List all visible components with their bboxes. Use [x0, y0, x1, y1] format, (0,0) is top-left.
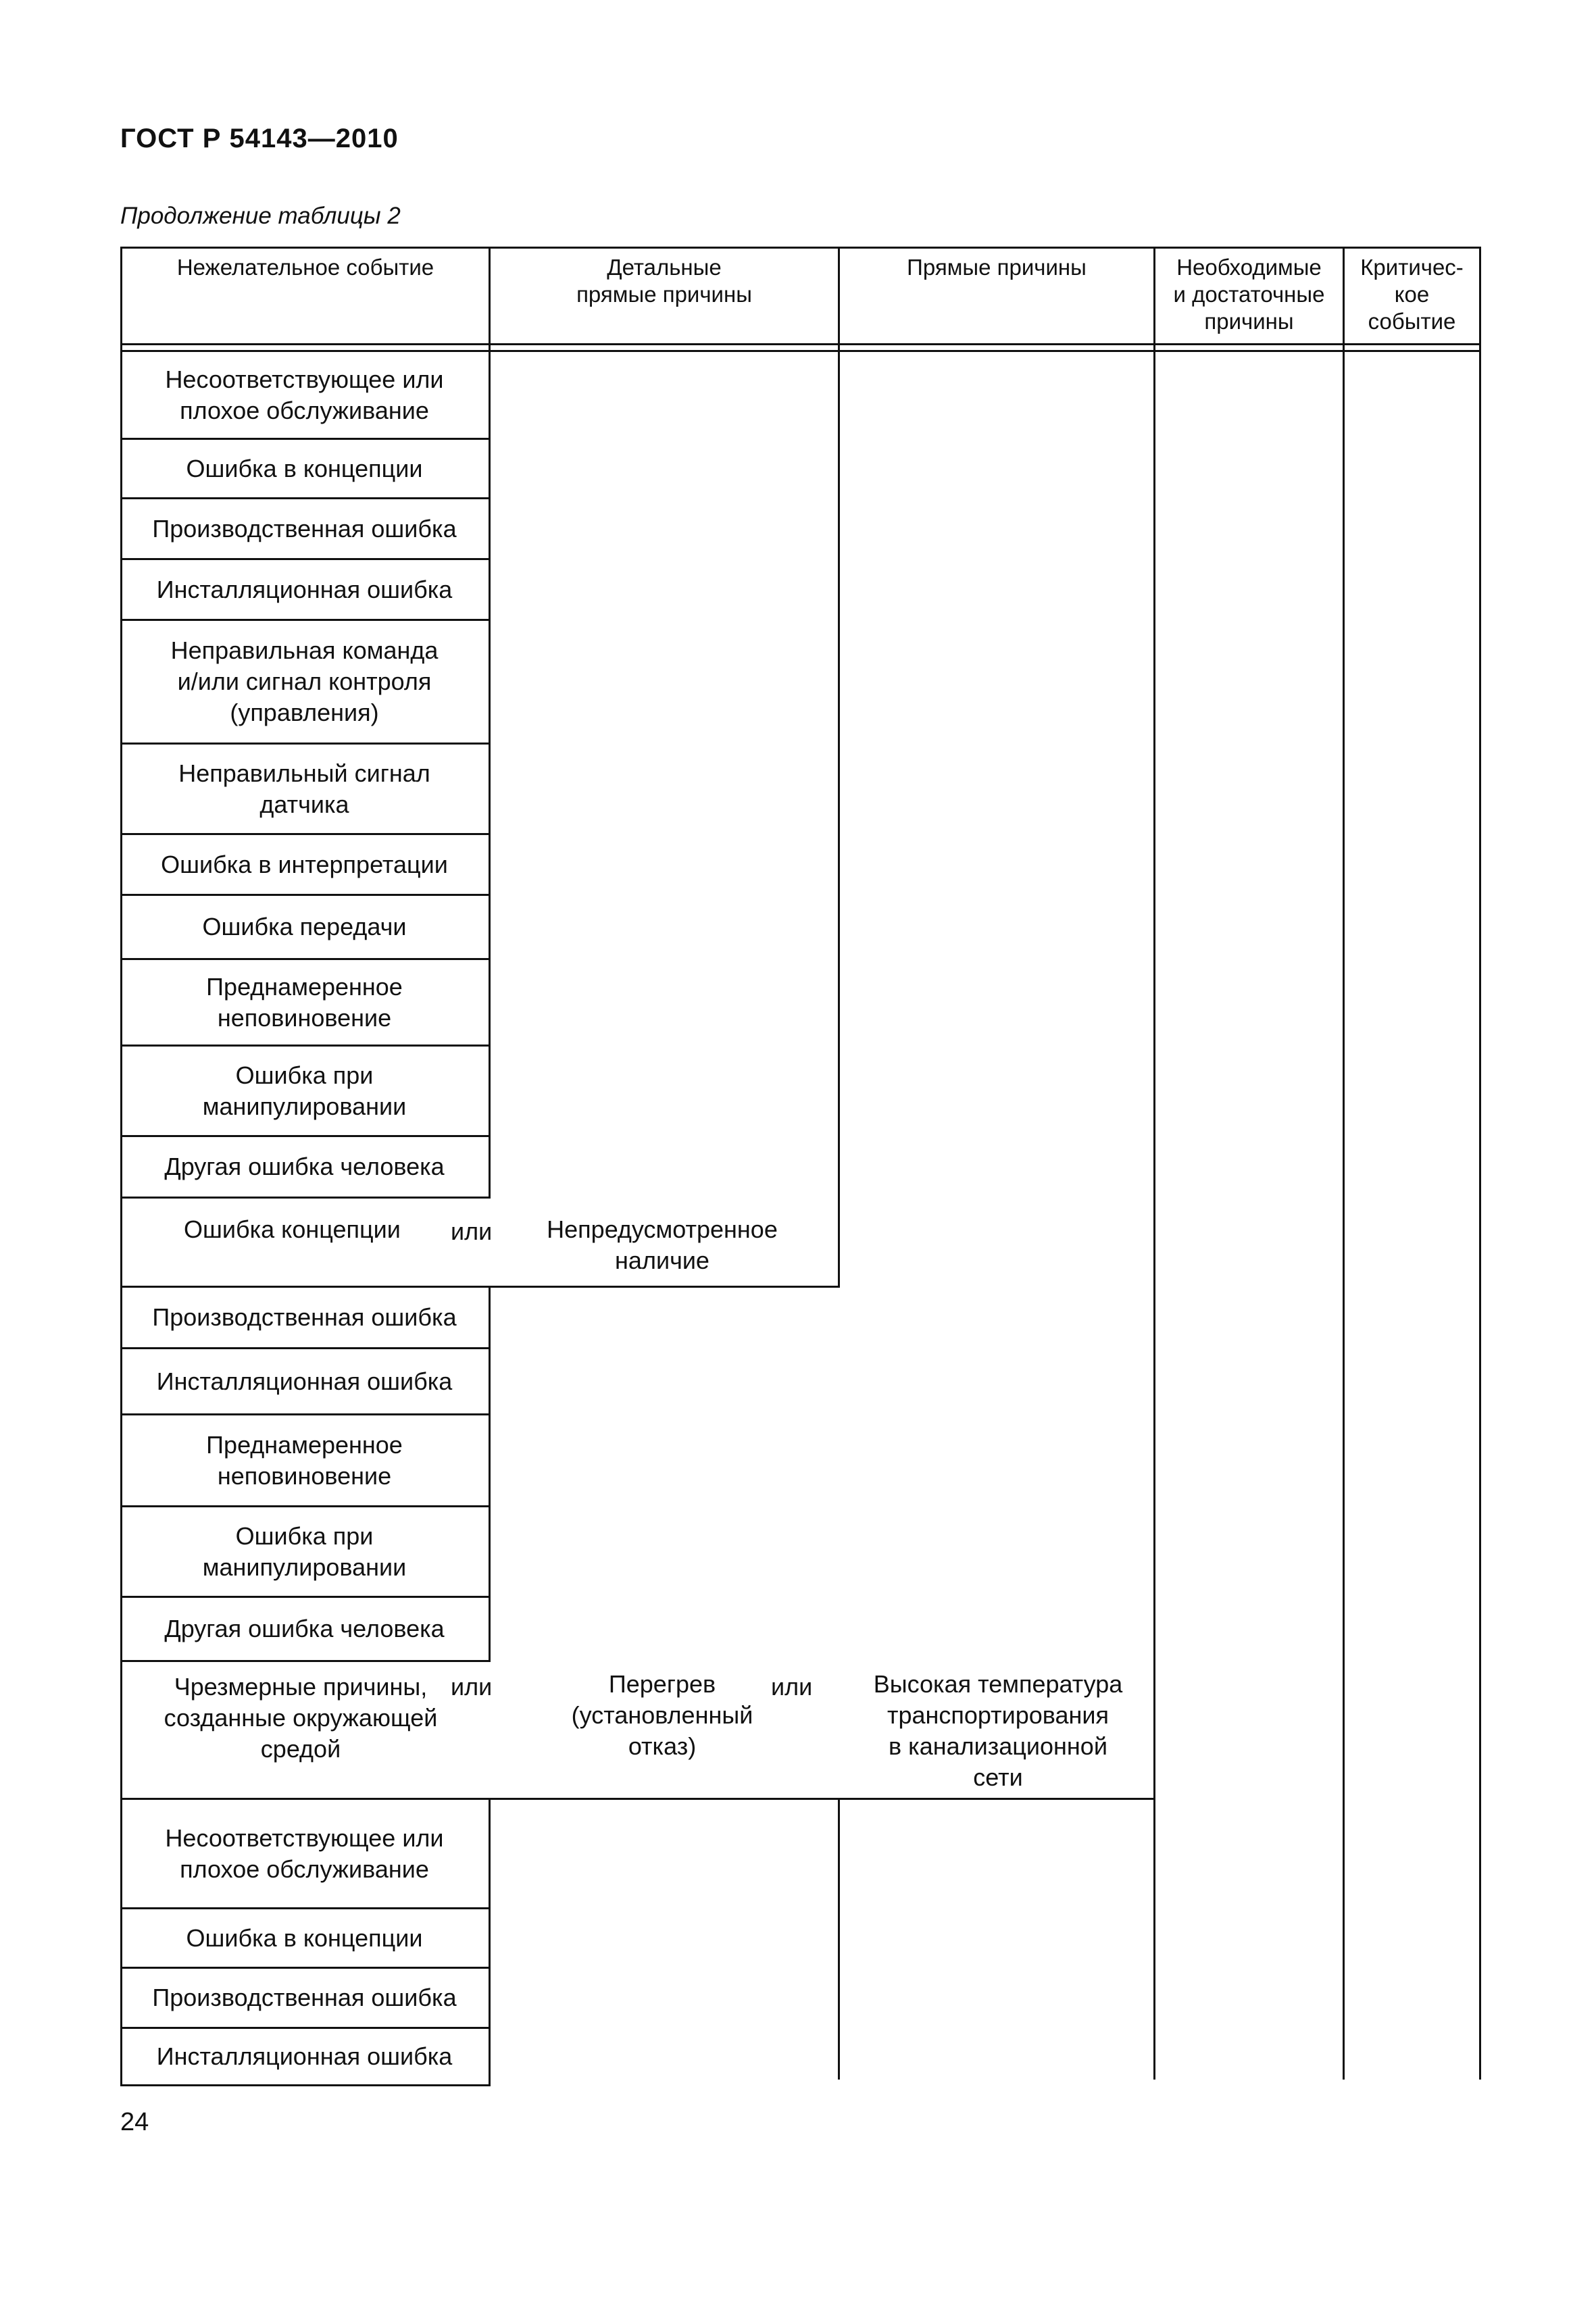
row-border: [120, 1197, 491, 1199]
event-cell: Инсталляционная ошибка: [156, 2042, 453, 2070]
header-undesired-event: Нежелательное событие: [176, 255, 434, 280]
header-critical-event: Критичес- кое событие: [1360, 255, 1464, 334]
result-event-label: Ошибка концепции: [184, 1215, 401, 1243]
header-bottom-border: [120, 343, 1481, 345]
page-number: 24: [120, 2108, 149, 2136]
col-divider: [489, 1800, 491, 2086]
col-divider: [489, 350, 491, 1199]
event-cell: Несоответствующее или плохое обслуживание: [165, 365, 444, 424]
event-cell: Производственная ошибка: [152, 1984, 457, 2011]
col-divider: [838, 1800, 840, 2080]
result-detail-label: Непредусмотренное наличие: [547, 1215, 778, 1274]
event-cell: Другая ошибка человека: [164, 1615, 445, 1642]
table-caption: Продолжение таблицы 2: [120, 203, 401, 229]
table-right-border: [1479, 350, 1481, 2080]
col-divider: [838, 350, 840, 1288]
event-cell: Ошибка передачи: [202, 913, 407, 940]
result-direct-cause-label: Высокая температура транспортирования в канализационной сети: [873, 1670, 1123, 1791]
or-connector: или: [451, 1673, 493, 1701]
event-cell: Ошибка в интерпретации: [161, 850, 448, 878]
header-top-border: [120, 247, 1481, 249]
col-divider: [1343, 350, 1345, 2080]
event-cell: Ошибка при манипулировании: [202, 1521, 407, 1581]
col-divider: [1479, 247, 1481, 352]
event-cell: Ошибка в концепции: [186, 454, 423, 482]
event-cell: Производственная ошибка: [152, 514, 457, 543]
header-detailed-causes: Детальные прямые причины: [576, 255, 752, 307]
event-cell: Инсталляционная ошибка: [156, 1367, 453, 1395]
or-connector: или: [451, 1217, 493, 1245]
row-border: [120, 2084, 491, 2086]
col-divider: [1153, 350, 1155, 2080]
event-cell: Несоответствующее или плохое обслуживание: [165, 1823, 444, 1883]
event-cell: Инсталляционная ошибка: [156, 575, 453, 603]
or-connector: или: [771, 1673, 813, 1701]
row-border: [120, 1660, 491, 1662]
event-cell: Ошибка в концепции: [186, 1923, 423, 1952]
col-divider: [489, 1286, 491, 1662]
result-detail-label: Перегрев (установленный отказ): [571, 1670, 753, 1760]
event-cell: Преднамеренное неповиновение: [206, 1430, 403, 1490]
event-cell: Другая ошибка человека: [164, 1153, 445, 1180]
event-cell: Производственная ошибка: [152, 1303, 457, 1331]
event-cell: Неправильный сигнал датчика: [178, 759, 430, 818]
header-direct-causes: Прямые причины: [907, 255, 1087, 280]
document-title: ГОСТ Р 54143—2010: [120, 124, 399, 153]
event-cell: Преднамеренное неповиновение: [206, 972, 403, 1032]
header-necessary-causes: Необходимые и достаточные причины: [1173, 255, 1325, 334]
event-cell: Неправильная команда и/или сигнал контроля (управления): [170, 636, 439, 726]
result-event-label: Чрезмерные причины, созданные окружающей средой: [164, 1673, 438, 1763]
event-cell: Ошибка при манипулировании: [202, 1061, 407, 1120]
